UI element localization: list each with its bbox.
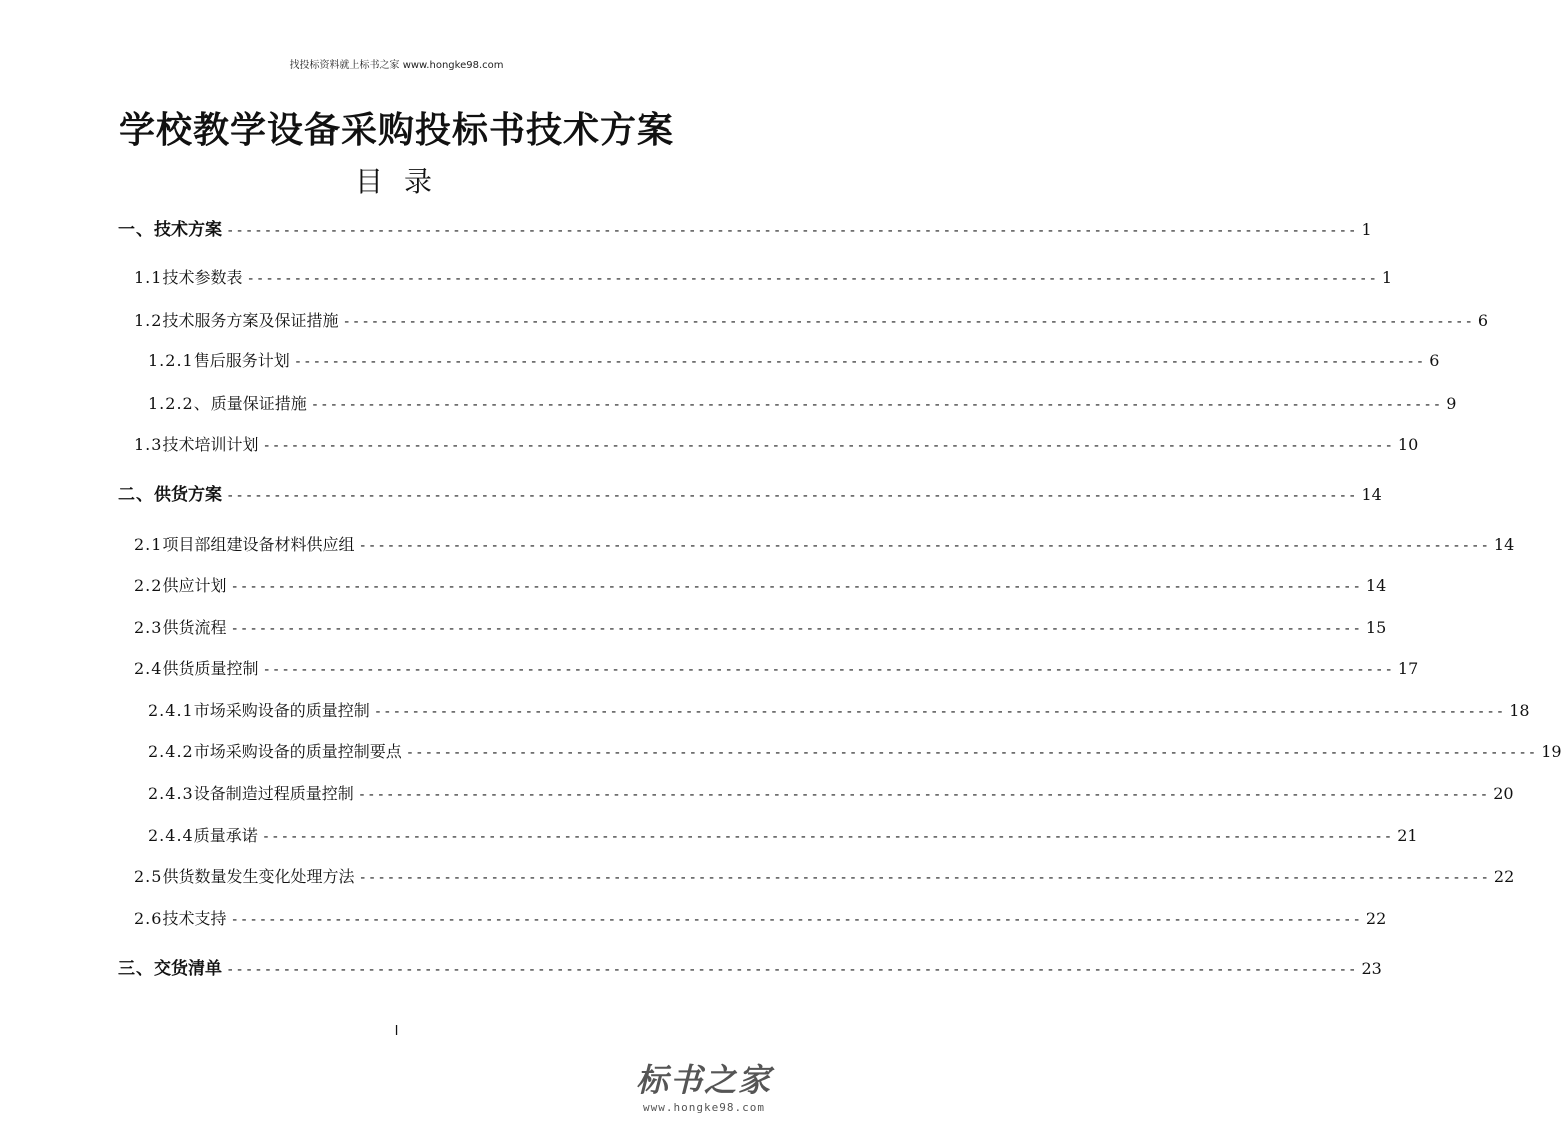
toc-entry-number: 2.1 xyxy=(134,535,163,554)
toc-entry-page: 14 xyxy=(1493,535,1515,554)
toc-entry[interactable] xyxy=(148,783,1514,806)
toc-entry-page: 6 xyxy=(1429,351,1440,370)
toc-entry-page: 14 xyxy=(1365,576,1387,595)
toc-entry-page: 14 xyxy=(1361,485,1382,504)
toc-entry[interactable] xyxy=(134,310,1489,333)
toc-dot-leader: ------------------------------------------------------------------------------------------------------------------------ xyxy=(226,962,1358,978)
toc-entry-number: 2.2 xyxy=(134,576,163,595)
toc-entry-label: 售后服务计划 xyxy=(193,351,290,370)
toc-entry-label: 供货数量发生变化处理方法 xyxy=(162,867,355,886)
toc-entry-label: 交货清单 xyxy=(154,959,222,979)
toc-entry-page: 1 xyxy=(1381,268,1393,287)
toc-entry-label: 技术支持 xyxy=(162,909,227,928)
toc-dot-leader: ------------------------------------------------------------------------------------------------------------------------ xyxy=(230,912,1362,928)
toc-entry-label: 质量保证措施 xyxy=(210,394,307,413)
toc-dot-leader: ------------------------------------------------------------------------------------------------------------------------ xyxy=(230,621,1362,637)
watermark-logo xyxy=(629,1055,779,1114)
toc-entry[interactable] xyxy=(148,741,1562,764)
toc-entry-label: 市场采购设备的质量控制要点 xyxy=(193,742,402,761)
toc-entry-page: 22 xyxy=(1493,867,1515,886)
toc-entry[interactable] xyxy=(148,350,1440,373)
toc-entry-label: 供货流程 xyxy=(162,618,227,637)
toc-entry-number: 三、 xyxy=(118,959,154,979)
toc-entry[interactable] xyxy=(148,700,1530,723)
toc-entry-label: 供应计划 xyxy=(162,576,227,595)
toc-dot-leader: ------------------------------------------------------------------------------------------------------------------------ xyxy=(261,829,1394,845)
toc-entry-page: 21 xyxy=(1397,826,1418,845)
toc-entry[interactable] xyxy=(118,484,1382,507)
document-title: 学校教学设备采购投标书技术方案 xyxy=(118,110,674,151)
toc-entry-number: 2.4.4 xyxy=(148,826,194,845)
toc-entry-number: 2.3 xyxy=(134,618,163,637)
toc-dot-leader: ------------------------------------------------------------------------------------------------------------------------ xyxy=(310,397,1443,413)
toc-entry-label: 技术培训计划 xyxy=(162,435,259,454)
toc-dot-leader: ------------------------------------------------------------------------------------------------------------------------ xyxy=(226,223,1358,239)
toc-entry-label: 技术方案 xyxy=(154,220,222,240)
toc-entry-number: 1.2.1 xyxy=(148,351,194,370)
toc-entry-number: 二、 xyxy=(118,485,154,505)
toc-entry-page: 10 xyxy=(1397,435,1419,454)
toc-dot-leader: ------------------------------------------------------------------------------------------------------------------------ xyxy=(293,354,1426,370)
toc-entry-page: 19 xyxy=(1541,742,1562,761)
toc-entry-page: 9 xyxy=(1446,394,1457,413)
toc-entry-number: 1.2 xyxy=(134,311,163,330)
toc-dot-leader: ------------------------------------------------------------------------------------------------------------------------ xyxy=(262,438,1394,454)
watermark-url: www.hongke98.com xyxy=(643,1101,765,1114)
toc-entry[interactable] xyxy=(134,908,1387,931)
toc-entry-page: 1 xyxy=(1361,220,1372,239)
toc-entry-number: 2.4 xyxy=(134,659,163,678)
toc-entry[interactable] xyxy=(134,658,1419,681)
toc-entry-page: 22 xyxy=(1365,909,1387,928)
toc-entry-number: 2.4.3 xyxy=(148,784,194,803)
toc-entry-number: 2.5 xyxy=(134,867,163,886)
toc-dot-leader: ------------------------------------------------------------------------------------------------------------------------ xyxy=(358,538,1490,554)
toc-entry[interactable] xyxy=(134,267,1393,290)
toc-dot-leader: ------------------------------------------------------------------------------------------------------------------------ xyxy=(373,704,1506,720)
watermark-logo-text: 标书之家 xyxy=(635,1061,772,1099)
toc-entry-page: 20 xyxy=(1493,784,1514,803)
toc-entry-number: 2.4.2 xyxy=(148,742,194,761)
toc-entry-number: 1.2.2、 xyxy=(148,394,211,413)
toc-dot-leader: ------------------------------------------------------------------------------------------------------------------------ xyxy=(262,662,1394,678)
toc-entry-number: 1.1 xyxy=(134,268,163,287)
toc-entry-page: 23 xyxy=(1361,959,1382,978)
toc-entry-page: 15 xyxy=(1365,618,1387,637)
toc-entry-label: 市场采购设备的质量控制 xyxy=(193,701,370,720)
toc-entry[interactable] xyxy=(134,434,1419,457)
toc-entry-number: 2.6 xyxy=(134,909,163,928)
toc-entry-label: 技术参数表 xyxy=(162,268,243,287)
toc-entry[interactable] xyxy=(134,617,1387,640)
toc-entry[interactable] xyxy=(148,825,1418,848)
toc-entry[interactable] xyxy=(134,534,1515,557)
toc-dot-leader: ------------------------------------------------------------------------------------------------------------------------ xyxy=(246,271,1378,287)
toc-entry[interactable] xyxy=(148,393,1457,416)
toc-dot-leader: ------------------------------------------------------------------------------------------------------------------------ xyxy=(405,745,1538,761)
toc-heading: 目 录 xyxy=(355,165,438,198)
toc-dot-leader: ------------------------------------------------------------------------------------------------------------------------ xyxy=(357,787,1490,803)
page-number: I xyxy=(394,1024,399,1039)
toc-entry-page: 6 xyxy=(1477,311,1489,330)
toc-entry-page: 17 xyxy=(1397,659,1419,678)
toc-dot-leader: ------------------------------------------------------------------------------------------------------------------------ xyxy=(230,579,1362,595)
toc-dot-leader: ------------------------------------------------------------------------------------------------------------------------ xyxy=(358,870,1490,886)
header-note: 找投标资料就上标书之家 www.hongke98.com xyxy=(289,60,504,71)
toc-entry[interactable] xyxy=(118,219,1372,242)
toc-entry-number: 一、 xyxy=(118,220,154,240)
toc-entry-label: 项目部组建设备材料供应组 xyxy=(162,535,355,554)
toc-entry-label: 技术服务方案及保证措施 xyxy=(162,311,339,330)
toc-entry-label: 质量承诺 xyxy=(193,826,258,845)
toc-entry-number: 1.3 xyxy=(134,435,163,454)
toc-entry-number: 2.4.1 xyxy=(148,701,194,720)
toc-dot-leader: ------------------------------------------------------------------------------------------------------------------------ xyxy=(226,488,1358,504)
toc-entry[interactable] xyxy=(118,958,1382,981)
toc-entry-label: 供货质量控制 xyxy=(162,659,259,678)
toc-entry-label: 设备制造过程质量控制 xyxy=(193,784,354,803)
toc-entry-label: 供货方案 xyxy=(154,485,222,505)
toc-entry[interactable] xyxy=(134,575,1387,598)
toc-dot-leader: ------------------------------------------------------------------------------------------------------------------------ xyxy=(342,314,1474,330)
toc-entry-page: 18 xyxy=(1509,701,1530,720)
toc-entry[interactable] xyxy=(134,866,1515,889)
